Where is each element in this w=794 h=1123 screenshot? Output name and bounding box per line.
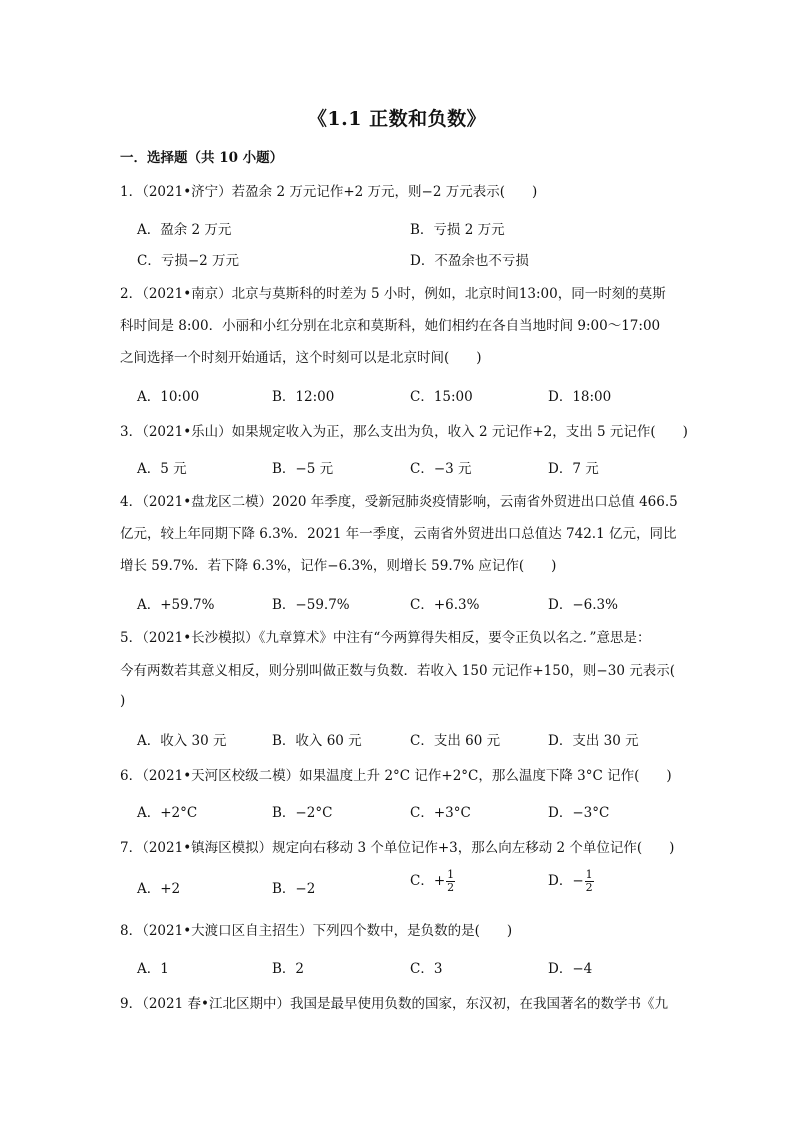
q7-option-d-label: D．−	[548, 873, 584, 889]
question-1-text: 1．（2021•济宁）若盈余 2 万元记作+2 万元，则−2 万元表示( )	[120, 184, 538, 200]
fraction-one-half	[446, 869, 455, 894]
q4-option-c: C．+6.3%	[410, 597, 480, 613]
fraction-denominator: 2	[585, 881, 593, 894]
q5-option-b: B．收入 60 元	[272, 733, 362, 749]
question-5-line-1: 5．（2021•长沙模拟）《九章算术》中注有“今两算得失相反，要令正负以名之．”意思是：	[120, 630, 651, 646]
q1-option-d: D．不盈余也不亏损	[410, 253, 529, 269]
q3-option-c: C．−3 元	[410, 461, 472, 477]
q3-option-a: A．5 元	[137, 461, 187, 477]
fraction-one-half	[585, 869, 594, 894]
q2-option-a: A．10:00	[137, 389, 200, 405]
q7-option-c	[410, 869, 455, 894]
q7-option-d	[548, 869, 594, 894]
question-5-line-2: 今有两数若其意义相反，则分别叫做正数与负数．若收入 150 元记作+150，则−30 元表示(	[120, 663, 675, 679]
q8-option-a: A．1	[137, 961, 169, 977]
q3-option-d: D．7 元	[548, 461, 599, 477]
q8-option-c: C．3	[410, 961, 443, 977]
question-4-line-3: 增长 59.7%．若下降 6.3%，记作−6.3%，则增长 59.7% 应记作( )	[120, 558, 557, 574]
q2-option-d: D．18:00	[548, 389, 612, 405]
q3-option-b: B．−5 元	[272, 461, 334, 477]
q4-option-b: B．−59.7%	[272, 597, 350, 613]
question-2-line-1: 2．（2021•南京）北京与莫斯科的时差为 5 小时，例如，北京时间13:00，同一时刻的莫斯	[120, 286, 666, 302]
question-8-text: 8．（2021•大渡口区自主招生）下列四个数中，是负数的是( )	[120, 923, 513, 939]
page-title: 《1.1 正数和负数》	[307, 108, 487, 130]
q6-option-a: A．+2°C	[137, 805, 198, 821]
q4-option-d: D．−6.3%	[548, 597, 618, 613]
q6-option-c: C．+3°C	[410, 805, 471, 821]
q5-option-d: D．支出 30 元	[548, 733, 639, 749]
q7-option-a: A．+2	[137, 881, 181, 897]
q1-option-a: A．盈余 2 万元	[137, 222, 232, 238]
q6-option-b: B．−2°C	[272, 805, 333, 821]
question-3-text: 3．（2021•乐山）如果规定收入为正，那么支出为负，收入 2 元记作+2，支出 5 元记作( )	[120, 424, 688, 440]
question-5-line-3: )	[120, 693, 126, 709]
q1-option-b: B．亏损 2 万元	[410, 222, 505, 238]
q8-option-b: B．2	[272, 961, 305, 977]
q5-option-c: C．支出 60 元	[410, 733, 501, 749]
section-heading: 一．选择题（共 10 小题）	[120, 150, 284, 166]
q8-option-d: D．−4	[548, 961, 593, 977]
fraction-numerator: 1	[447, 868, 455, 881]
q7-option-c-label: C．+	[410, 873, 446, 889]
question-2-line-3: 之间选择一个时刻开始通话，这个时刻可以是北京时间( )	[120, 350, 482, 366]
q2-option-c: C．15:00	[410, 389, 473, 405]
question-7-text: 7．（2021•镇海区模拟）规定向右移动 3 个单位记作+3，那么向左移动 2 个单位记作( )	[120, 840, 675, 856]
q5-option-a: A．收入 30 元	[137, 733, 227, 749]
q4-option-a: A．+59.7%	[137, 597, 215, 613]
q6-option-d: D．−3°C	[548, 805, 610, 821]
q1-option-c: C．亏损−2 万元	[137, 253, 240, 269]
q7-option-b: B．−2	[272, 881, 316, 897]
question-6-text: 6．（2021•天河区校级二模）如果温度上升 2°C 记作+2°C，那么温度下降 3°C 记作( )	[120, 768, 672, 784]
fraction-denominator: 2	[447, 881, 455, 894]
question-2-line-2: 科时间是 8:00．小丽和小红分别在北京和莫斯科，她们相约在各自当地时间 9:00～17:00	[120, 318, 661, 334]
fraction-numerator: 1	[585, 868, 593, 881]
question-4-line-1: 4．（2021•盘龙区二模）2020 年季度，受新冠肺炎疫情影响，云南省外贸进出口总值 466.5	[120, 494, 678, 510]
question-4-line-2: 亿元，较上年同期下降 6.3%．2021 年一季度，云南省外贸进出口总值达 742.1 亿元，同比	[120, 526, 677, 542]
q2-option-b: B．12:00	[272, 389, 335, 405]
question-9-text: 9．（2021 春•江北区期中）我国是最早使用负数的国家，东汉初，在我国著名的数学书《九	[120, 996, 668, 1012]
